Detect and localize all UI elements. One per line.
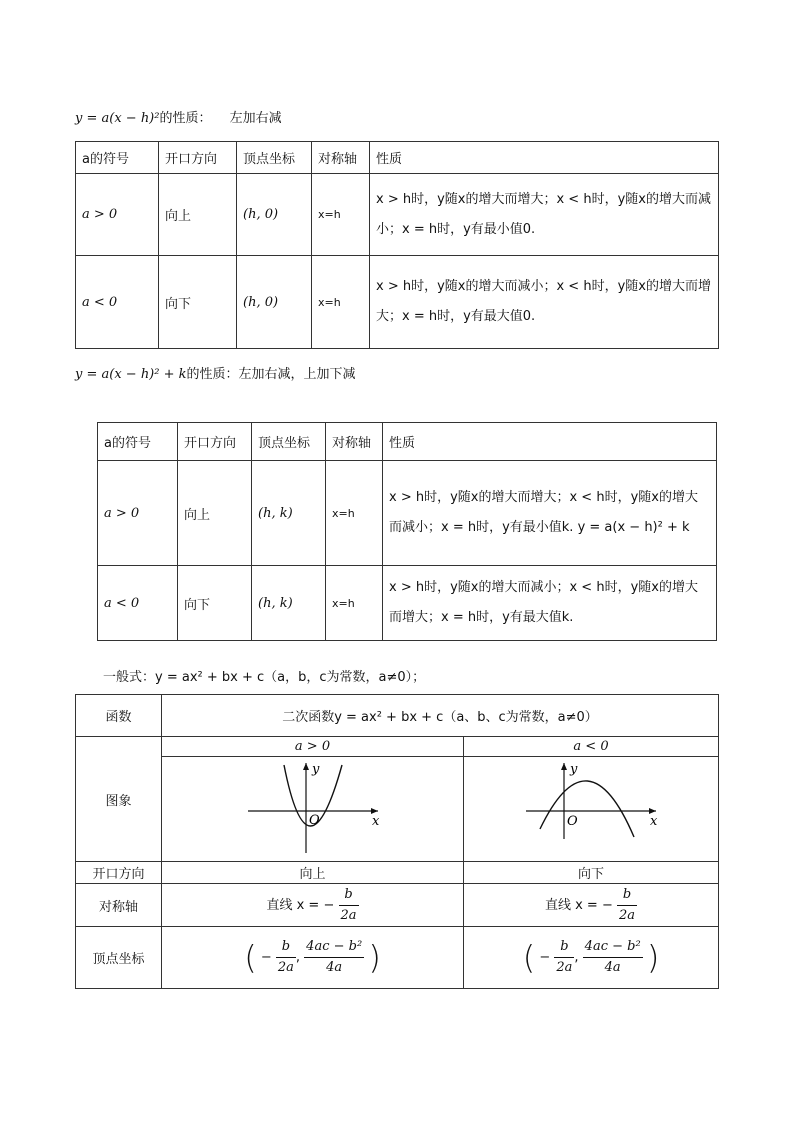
frac-numerator: b	[554, 937, 574, 958]
y-label: y	[311, 762, 319, 777]
y-label: y	[570, 762, 578, 777]
cell-func-label: 函数	[76, 695, 162, 737]
fraction-b-2a	[276, 937, 296, 978]
cell-func-header: 二次函数y = ax² + bx + c（a、b、c为常数，a≠0）	[162, 695, 719, 737]
cell-property: x > h时，y随x的增大而减小；x < h时，y随x的增大而增大；x = h时，y有最大值k.	[383, 566, 717, 641]
fraction-vertex-y	[583, 937, 643, 978]
header-axis: 对称轴	[326, 423, 383, 461]
section2-formula: y = a(x − h)² + k	[75, 367, 187, 382]
cell-sign: a > 0	[76, 174, 159, 256]
section1-rule: 左加右减	[229, 111, 282, 126]
frac-numerator: b	[339, 885, 359, 906]
cell-property: x > h时，y随x的增大而增大；x < h时，y随x的增大而减小；x = h时，y有最小值k. y = a(x − h)² + k	[383, 461, 717, 566]
graph-upward-parabola	[238, 757, 388, 857]
cell-graph-label: 图象	[76, 737, 162, 862]
table-row	[76, 256, 719, 349]
header-opening: 开口方向	[159, 142, 237, 174]
x-label: x	[371, 814, 379, 829]
cell-vertex-label: 顶点坐标	[76, 927, 162, 989]
cell-axis-neg	[464, 884, 719, 927]
frac-numerator: b	[276, 937, 296, 958]
frac-numerator: 4ac − b²	[304, 937, 364, 958]
cell-vertex: (h, k)	[252, 566, 326, 641]
header-property: 性质	[370, 142, 719, 174]
section3-heading: 一般式：y = ax² + bx + c（a，b，c为常数，a≠0）；	[103, 670, 426, 685]
header-sign: a的符号	[98, 423, 178, 461]
cell-property: x > h时，y随x的增大而减小；x < h时，y随x的增大而增大；x = h时，y有最大值0.	[370, 256, 719, 349]
cell-graph-pos	[162, 757, 464, 862]
cell-opening-neg: 向下	[464, 862, 719, 884]
minus-sign: −	[260, 950, 272, 965]
header-property: 性质	[383, 423, 717, 461]
table-vertex-form-k0	[75, 141, 719, 349]
table-vertex-form	[97, 422, 717, 641]
table-general-form	[75, 694, 719, 989]
cell-opening: 向上	[178, 461, 252, 566]
y-arrow	[561, 763, 567, 770]
fraction-b-2a	[339, 885, 359, 926]
paren-left: (	[244, 938, 257, 977]
frac-denominator: 4a	[604, 960, 621, 975]
frac-numerator: 4ac − b²	[583, 937, 643, 958]
frac-denominator: 4a	[326, 960, 343, 975]
graph-downward-parabola	[516, 757, 666, 857]
cell-axis: x=h	[326, 566, 383, 641]
section1-heading	[75, 107, 282, 126]
cell-neg-label: a < 0	[464, 737, 719, 757]
cell-opening: 向上	[159, 174, 237, 256]
section2-suffix: 的性质：左加右减，上加下减	[186, 367, 356, 382]
cell-vertex: (h, 0)	[237, 174, 312, 256]
cell-opening-pos: 向上	[162, 862, 464, 884]
y-arrow	[303, 763, 309, 770]
frac-denominator: 2a	[340, 907, 357, 923]
frac-numerator: b	[617, 885, 637, 906]
cell-axis: x=h	[312, 174, 370, 256]
cell-opening: 向下	[159, 256, 237, 349]
paren-right: )	[646, 938, 660, 977]
section1-formula: y = a(x − h)²	[75, 111, 160, 126]
table-row	[76, 174, 719, 256]
table-row	[98, 566, 717, 641]
header-axis: 对称轴	[312, 142, 370, 174]
cell-opening-label: 开口方向	[76, 862, 162, 884]
fraction-vertex-y	[304, 937, 364, 978]
cell-opening: 向下	[178, 566, 252, 641]
cell-pos-label: a > 0	[162, 737, 464, 757]
cell-axis: x=h	[326, 461, 383, 566]
cell-vertex-pos: ( − $\frac{b}{2a}$ , $\frac{\text{4ac − b²}}{4a}$ )	[162, 927, 464, 989]
table-row	[98, 461, 717, 566]
header-opening: 开口方向	[178, 423, 252, 461]
frac-denominator: 2a	[619, 907, 636, 923]
origin-label: O	[567, 814, 578, 829]
frac-denominator: 2a	[556, 960, 573, 975]
paren-left: (	[522, 938, 536, 977]
header-sign: a的符号	[76, 142, 159, 174]
frac-denominator: 2a	[277, 960, 294, 975]
cell-vertex: (h, k)	[252, 461, 326, 566]
fraction-b-2a	[617, 885, 637, 926]
origin-label: O	[308, 813, 320, 828]
minus-sign: −	[539, 950, 551, 965]
cell-vertex-neg: ( − $\frac{b}{2a}$ , $\frac{\text{4ac − b²}}{4a}$ )	[464, 927, 719, 989]
cell-sign: a < 0	[76, 256, 159, 349]
axis-prefix: 直线 x = −	[544, 897, 613, 913]
header-vertex: 顶点坐标	[237, 142, 312, 174]
section2-heading	[75, 363, 356, 382]
parabola-down	[540, 781, 634, 837]
cell-sign: a > 0	[98, 461, 178, 566]
axis-prefix: 直线 x = −	[266, 897, 335, 913]
header-vertex: 顶点坐标	[252, 423, 326, 461]
fraction-b-2a	[554, 937, 574, 978]
cell-sign: a < 0	[98, 566, 178, 641]
paren-right: )	[368, 938, 381, 977]
cell-graph-neg	[464, 757, 719, 862]
cell-axis-label: 对称轴	[76, 884, 162, 927]
cell-property: x > h时，y随x的增大而增大；x < h时，y随x的增大而减小；x = h时，y有最小值0.	[370, 174, 719, 256]
cell-axis-pos	[162, 884, 464, 927]
cell-vertex: (h, 0)	[237, 256, 312, 349]
x-label: x	[650, 814, 658, 829]
cell-axis: x=h	[312, 256, 370, 349]
section1-suffix: 的性质：	[159, 111, 212, 126]
